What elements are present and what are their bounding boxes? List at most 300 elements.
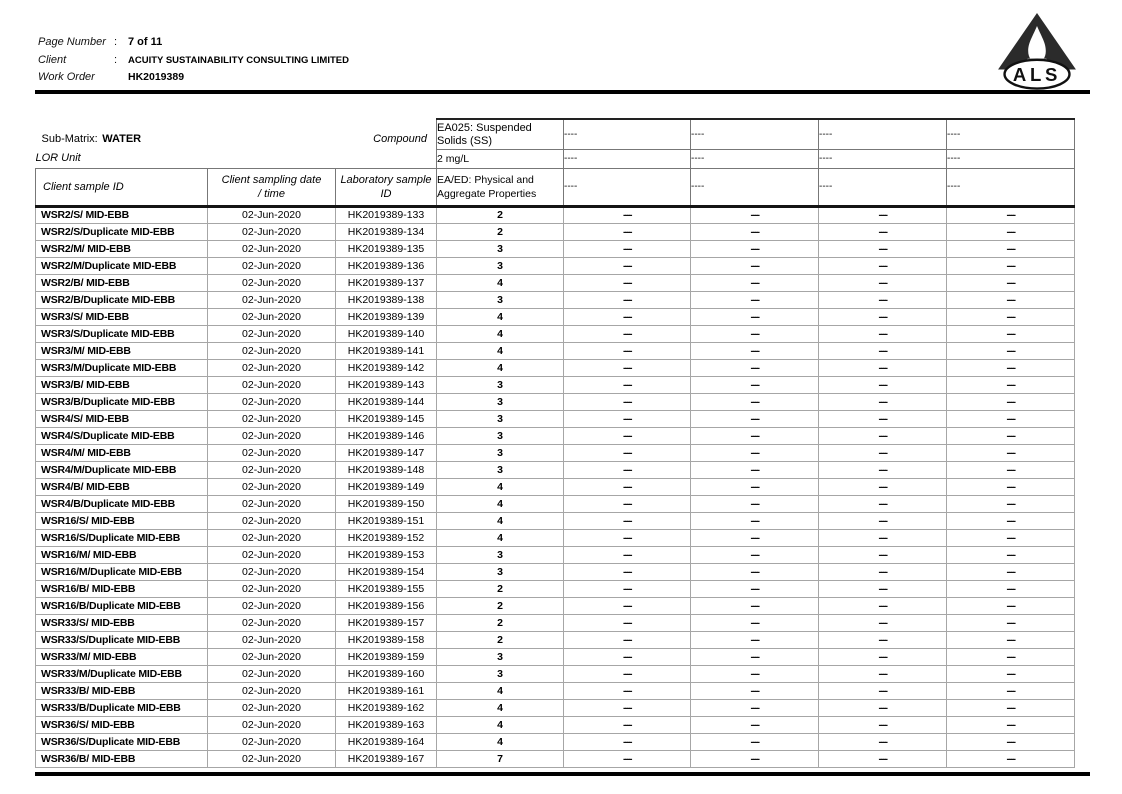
empty-result-cell: ---- bbox=[691, 478, 819, 495]
empty-result-cell: ---- bbox=[947, 274, 1075, 291]
ss-result-cell: 4 bbox=[437, 325, 564, 342]
sampling-date-cell: 02-Jun-2020 bbox=[208, 359, 336, 376]
submatrix-compound-cell bbox=[36, 119, 437, 149]
ss-result-cell: 3 bbox=[437, 291, 564, 308]
empty-result-cell: ---- bbox=[819, 546, 947, 563]
sampling-date-cell: 02-Jun-2020 bbox=[208, 495, 336, 512]
lab-sample-id-cell: HK2019389-163 bbox=[336, 716, 437, 733]
table-row bbox=[36, 308, 1075, 325]
empty-result-cell: ---- bbox=[819, 206, 947, 223]
sampling-date-cell: 02-Jun-2020 bbox=[208, 682, 336, 699]
client-sample-id-cell: WSR16/S/Duplicate MID-EBB bbox=[36, 529, 208, 546]
empty-result-cell: ---- bbox=[947, 257, 1075, 274]
empty-result-cell: ---- bbox=[819, 631, 947, 648]
sampling-date-cell: 02-Jun-2020 bbox=[208, 665, 336, 682]
client-sample-id-cell: WSR33/M/ MID-EBB bbox=[36, 648, 208, 665]
ss-result-cell: 7 bbox=[437, 750, 564, 767]
empty-result-cell: ---- bbox=[819, 597, 947, 614]
empty-result-cell: ---- bbox=[564, 699, 691, 716]
table-row bbox=[36, 546, 1075, 563]
client-sample-id-cell: WSR2/M/Duplicate MID-EBB bbox=[36, 257, 208, 274]
sampling-date-cell: 02-Jun-2020 bbox=[208, 631, 336, 648]
lab-sample-id-cell: HK2019389-148 bbox=[336, 461, 437, 478]
table-row bbox=[36, 563, 1075, 580]
lab-sample-id-cell: HK2019389-137 bbox=[336, 274, 437, 291]
sampling-date-cell: 02-Jun-2020 bbox=[208, 342, 336, 359]
table-row bbox=[36, 512, 1075, 529]
ss-result-cell: 3 bbox=[437, 393, 564, 410]
sampling-date-cell: 02-Jun-2020 bbox=[208, 597, 336, 614]
empty-result-cell: ---- bbox=[819, 699, 947, 716]
empty-result-cell: ---- bbox=[691, 427, 819, 444]
table-row bbox=[36, 206, 1075, 223]
client-value: ACUITY SUSTAINABILITY CONSULTING LIMITED bbox=[128, 54, 349, 66]
ss-result-cell: 2 bbox=[437, 631, 564, 648]
empty-result-cell: ---- bbox=[691, 529, 819, 546]
empty-result-cell: ---- bbox=[564, 716, 691, 733]
client-sample-id-cell: WSR16/M/ MID-EBB bbox=[36, 546, 208, 563]
analyte-header bbox=[437, 119, 564, 149]
client-sample-id-cell: WSR33/B/Duplicate MID-EBB bbox=[36, 699, 208, 716]
lab-sample-id-cell: HK2019389-144 bbox=[336, 393, 437, 410]
sampling-date-cell: 02-Jun-2020 bbox=[208, 648, 336, 665]
lor-unit-row bbox=[36, 149, 1075, 168]
empty-result-cell: ---- bbox=[691, 682, 819, 699]
empty-result-cell: ---- bbox=[947, 427, 1075, 444]
empty-result-cell: ---- bbox=[819, 529, 947, 546]
empty-result-cell: ---- bbox=[564, 597, 691, 614]
empty-result-cell: ---- bbox=[564, 291, 691, 308]
ss-result-cell: 4 bbox=[437, 529, 564, 546]
sample-table-body bbox=[36, 206, 1075, 767]
ss-result-cell: 3 bbox=[437, 665, 564, 682]
analyte-name-line2: Solids (SS) bbox=[437, 135, 493, 148]
sampling-date-cell: 02-Jun-2020 bbox=[208, 240, 336, 257]
client-sample-id-cell: WSR2/M/ MID-EBB bbox=[36, 240, 208, 257]
empty-result-cell: ---- bbox=[691, 223, 819, 240]
empty-result-cell: ---- bbox=[947, 529, 1075, 546]
ss-result-cell: 3 bbox=[437, 427, 564, 444]
method-line2: Aggregate Properties bbox=[437, 187, 537, 200]
empty-result-cell: ---- bbox=[819, 716, 947, 733]
client-sample-id-cell: WSR4/M/Duplicate MID-EBB bbox=[36, 461, 208, 478]
empty-result-cell: ---- bbox=[819, 580, 947, 597]
empty-analyte-header-3: ---- bbox=[819, 119, 947, 149]
empty-result-cell: ---- bbox=[947, 512, 1075, 529]
lab-sample-id-cell: HK2019389-143 bbox=[336, 376, 437, 393]
client-label: Client bbox=[38, 53, 67, 66]
client-sample-id-cell: WSR2/B/Duplicate MID-EBB bbox=[36, 291, 208, 308]
empty-result-cell: ---- bbox=[691, 665, 819, 682]
client-colon: : bbox=[114, 53, 118, 66]
empty-lor-1: ---- bbox=[564, 149, 691, 168]
ss-result-cell: 3 bbox=[437, 257, 564, 274]
submatrix-label: Sub-Matrix: bbox=[41, 133, 98, 145]
ss-result-cell: 2 bbox=[437, 614, 564, 631]
empty-result-cell: ---- bbox=[564, 206, 691, 223]
empty-result-cell: ---- bbox=[819, 478, 947, 495]
work-order-label: Work Order bbox=[38, 71, 95, 83]
table-row bbox=[36, 257, 1075, 274]
als-logo bbox=[986, 10, 1088, 92]
client-sample-id-cell: WSR3/S/Duplicate MID-EBB bbox=[36, 325, 208, 342]
empty-result-cell: ---- bbox=[819, 733, 947, 750]
client-sample-id-cell: WSR2/S/ MID-EBB bbox=[36, 206, 208, 223]
ss-result-cell: 3 bbox=[437, 648, 564, 665]
ss-result-cell: 4 bbox=[437, 699, 564, 716]
client-sample-id-cell: WSR2/S/Duplicate MID-EBB bbox=[36, 223, 208, 240]
lab-sample-id-cell: HK2019389-159 bbox=[336, 648, 437, 665]
sampling-date-cell: 02-Jun-2020 bbox=[208, 393, 336, 410]
table-row bbox=[36, 682, 1075, 699]
empty-result-cell: ---- bbox=[691, 580, 819, 597]
empty-result-cell: ---- bbox=[947, 325, 1075, 342]
results-table-wrap bbox=[35, 118, 1075, 768]
empty-result-cell: ---- bbox=[564, 427, 691, 444]
col-sampling-date bbox=[208, 168, 336, 206]
table-row bbox=[36, 614, 1075, 631]
empty-lor-4: ---- bbox=[947, 149, 1075, 168]
empty-result-cell: ---- bbox=[564, 495, 691, 512]
page-header bbox=[38, 36, 349, 89]
lab-sample-id-cell: HK2019389-139 bbox=[336, 308, 437, 325]
lab-sample-id-cell: HK2019389-158 bbox=[336, 631, 437, 648]
empty-result-cell: ---- bbox=[691, 376, 819, 393]
sampling-date-cell: 02-Jun-2020 bbox=[208, 461, 336, 478]
empty-result-cell: ---- bbox=[564, 648, 691, 665]
empty-result-cell: ---- bbox=[691, 206, 819, 223]
empty-result-cell: ---- bbox=[564, 665, 691, 682]
empty-result-cell: ---- bbox=[947, 665, 1075, 682]
lab-sample-id-cell: HK2019389-154 bbox=[336, 563, 437, 580]
empty-result-cell: ---- bbox=[564, 563, 691, 580]
empty-result-cell: ---- bbox=[947, 410, 1075, 427]
empty-result-cell: ---- bbox=[819, 240, 947, 257]
ss-result-cell: 4 bbox=[437, 308, 564, 325]
sampling-date-cell: 02-Jun-2020 bbox=[208, 529, 336, 546]
ss-result-cell: 4 bbox=[437, 359, 564, 376]
empty-result-cell: ---- bbox=[819, 665, 947, 682]
empty-result-cell: ---- bbox=[819, 427, 947, 444]
empty-result-cell: ---- bbox=[819, 257, 947, 274]
empty-result-cell: ---- bbox=[947, 631, 1075, 648]
empty-result-cell: ---- bbox=[947, 376, 1075, 393]
empty-result-cell: ---- bbox=[691, 308, 819, 325]
table-row bbox=[36, 750, 1075, 767]
footer-rule bbox=[35, 772, 1090, 776]
empty-result-cell: ---- bbox=[691, 291, 819, 308]
table-row bbox=[36, 240, 1075, 257]
lab-sample-id-cell: HK2019389-134 bbox=[336, 223, 437, 240]
empty-result-cell: ---- bbox=[564, 444, 691, 461]
empty-result-cell: ---- bbox=[947, 206, 1075, 223]
lab-sample-id-cell: HK2019389-142 bbox=[336, 359, 437, 376]
empty-result-cell: ---- bbox=[947, 495, 1075, 512]
empty-result-cell: ---- bbox=[947, 546, 1075, 563]
empty-result-cell: ---- bbox=[564, 512, 691, 529]
empty-result-cell: ---- bbox=[691, 546, 819, 563]
compound-header-row bbox=[36, 119, 1075, 149]
sampling-date-cell: 02-Jun-2020 bbox=[208, 410, 336, 427]
table-row bbox=[36, 444, 1075, 461]
empty-result-cell: ---- bbox=[564, 359, 691, 376]
table-row bbox=[36, 359, 1075, 376]
empty-result-cell: ---- bbox=[564, 461, 691, 478]
table-row bbox=[36, 274, 1075, 291]
ss-result-cell: 4 bbox=[437, 716, 564, 733]
sampling-date-cell: 02-Jun-2020 bbox=[208, 699, 336, 716]
client-sample-id-cell: WSR16/B/ MID-EBB bbox=[36, 580, 208, 597]
lab-sample-id-cell: HK2019389-145 bbox=[336, 410, 437, 427]
col-lab-sample-id bbox=[336, 168, 437, 206]
col-lab-sample-line2: ID bbox=[380, 187, 392, 200]
lab-sample-id-cell: HK2019389-162 bbox=[336, 699, 437, 716]
empty-analyte-header-2: ---- bbox=[691, 119, 819, 149]
table-row bbox=[36, 223, 1075, 240]
empty-result-cell: ---- bbox=[691, 461, 819, 478]
empty-result-cell: ---- bbox=[564, 546, 691, 563]
lab-sample-id-cell: HK2019389-138 bbox=[336, 291, 437, 308]
ss-result-cell: 2 bbox=[437, 597, 564, 614]
lab-sample-id-cell: HK2019389-146 bbox=[336, 427, 437, 444]
empty-result-cell: ---- bbox=[691, 716, 819, 733]
table-row bbox=[36, 478, 1075, 495]
ss-result-cell: 3 bbox=[437, 546, 564, 563]
ss-result-cell: 3 bbox=[437, 461, 564, 478]
table-row bbox=[36, 291, 1075, 308]
table-row bbox=[36, 648, 1075, 665]
table-row bbox=[36, 342, 1075, 359]
empty-result-cell: ---- bbox=[947, 682, 1075, 699]
empty-result-cell: ---- bbox=[819, 342, 947, 359]
ss-result-cell: 4 bbox=[437, 274, 564, 291]
empty-result-cell: ---- bbox=[947, 240, 1075, 257]
empty-result-cell: ---- bbox=[819, 648, 947, 665]
empty-result-cell: ---- bbox=[947, 461, 1075, 478]
sampling-date-cell: 02-Jun-2020 bbox=[208, 257, 336, 274]
client-sample-id-cell: WSR3/M/Duplicate MID-EBB bbox=[36, 359, 208, 376]
ss-result-cell: 4 bbox=[437, 733, 564, 750]
empty-result-cell: ---- bbox=[947, 716, 1075, 733]
empty-method-1: ---- bbox=[564, 168, 691, 206]
compound-label: Compound bbox=[373, 133, 427, 145]
ss-result-cell: 3 bbox=[437, 410, 564, 427]
empty-result-cell: ---- bbox=[819, 682, 947, 699]
ss-result-cell: 4 bbox=[437, 478, 564, 495]
header-rule bbox=[35, 90, 1090, 94]
empty-result-cell: ---- bbox=[691, 393, 819, 410]
ss-result-cell: 4 bbox=[437, 682, 564, 699]
empty-result-cell: ---- bbox=[691, 342, 819, 359]
empty-result-cell: ---- bbox=[947, 699, 1075, 716]
lab-sample-id-cell: HK2019389-133 bbox=[336, 206, 437, 223]
client-sample-id-cell: WSR3/B/Duplicate MID-EBB bbox=[36, 393, 208, 410]
page-number-value: 7 of 11 bbox=[128, 36, 163, 48]
sampling-date-cell: 02-Jun-2020 bbox=[208, 512, 336, 529]
page-number-row bbox=[38, 36, 349, 54]
ss-result-cell: 4 bbox=[437, 512, 564, 529]
client-sample-id-cell: WSR16/S/ MID-EBB bbox=[36, 512, 208, 529]
empty-result-cell: ---- bbox=[691, 410, 819, 427]
col-client-sample-id: Client sample ID bbox=[36, 168, 208, 206]
table-row bbox=[36, 529, 1075, 546]
empty-result-cell: ---- bbox=[691, 699, 819, 716]
table-row bbox=[36, 427, 1075, 444]
svg-text:ALS: ALS bbox=[1012, 64, 1062, 86]
lor-unit-label: LOR Unit bbox=[35, 152, 81, 165]
empty-result-cell: ---- bbox=[564, 733, 691, 750]
empty-result-cell: ---- bbox=[564, 478, 691, 495]
lab-sample-id-cell: HK2019389-156 bbox=[336, 597, 437, 614]
client-sample-id-cell: WSR33/B/ MID-EBB bbox=[36, 682, 208, 699]
sampling-date-cell: 02-Jun-2020 bbox=[208, 206, 336, 223]
empty-result-cell: ---- bbox=[947, 223, 1075, 240]
submatrix-text bbox=[42, 129, 142, 147]
table-row bbox=[36, 393, 1075, 410]
client-sample-id-cell: WSR36/B/ MID-EBB bbox=[36, 750, 208, 767]
empty-result-cell: ---- bbox=[819, 359, 947, 376]
empty-result-cell: ---- bbox=[819, 512, 947, 529]
method-line1: EA/ED: Physical and bbox=[437, 173, 534, 186]
empty-result-cell: ---- bbox=[564, 240, 691, 257]
results-table bbox=[35, 118, 1075, 768]
empty-result-cell: ---- bbox=[564, 631, 691, 648]
empty-lor-2: ---- bbox=[691, 149, 819, 168]
empty-result-cell: ---- bbox=[947, 563, 1075, 580]
work-order-row bbox=[38, 71, 349, 89]
lab-sample-id-cell: HK2019389-140 bbox=[336, 325, 437, 342]
empty-result-cell: ---- bbox=[691, 563, 819, 580]
sampling-date-cell: 02-Jun-2020 bbox=[208, 325, 336, 342]
empty-result-cell: ---- bbox=[691, 648, 819, 665]
client-sample-id-cell: WSR4/S/ MID-EBB bbox=[36, 410, 208, 427]
col-lab-sample-line1: Laboratory sample bbox=[340, 173, 432, 186]
lab-sample-id-cell: HK2019389-164 bbox=[336, 733, 437, 750]
sampling-date-cell: 02-Jun-2020 bbox=[208, 308, 336, 325]
empty-result-cell: ---- bbox=[691, 750, 819, 767]
sampling-date-cell: 02-Jun-2020 bbox=[208, 563, 336, 580]
empty-result-cell: ---- bbox=[819, 393, 947, 410]
empty-result-cell: ---- bbox=[947, 597, 1075, 614]
empty-analyte-header-1: ---- bbox=[564, 119, 691, 149]
empty-result-cell: ---- bbox=[947, 291, 1075, 308]
empty-result-cell: ---- bbox=[564, 614, 691, 631]
ss-result-cell: 2 bbox=[437, 580, 564, 597]
sampling-date-cell: 02-Jun-2020 bbox=[208, 444, 336, 461]
ss-result-cell: 4 bbox=[437, 495, 564, 512]
empty-result-cell: ---- bbox=[947, 342, 1075, 359]
empty-result-cell: ---- bbox=[691, 359, 819, 376]
empty-result-cell: ---- bbox=[691, 495, 819, 512]
empty-result-cell: ---- bbox=[819, 291, 947, 308]
table-row bbox=[36, 495, 1075, 512]
client-sample-id-cell: WSR4/S/Duplicate MID-EBB bbox=[36, 427, 208, 444]
empty-result-cell: ---- bbox=[564, 529, 691, 546]
empty-result-cell: ---- bbox=[691, 512, 819, 529]
sampling-date-cell: 02-Jun-2020 bbox=[208, 750, 336, 767]
lab-sample-id-cell: HK2019389-150 bbox=[336, 495, 437, 512]
client-sample-id-cell: WSR4/B/Duplicate MID-EBB bbox=[36, 495, 208, 512]
submatrix-value: WATER bbox=[102, 133, 142, 145]
empty-result-cell: ---- bbox=[819, 750, 947, 767]
table-row bbox=[36, 699, 1075, 716]
empty-result-cell: ---- bbox=[947, 648, 1075, 665]
ss-result-cell: 2 bbox=[437, 223, 564, 240]
empty-result-cell: ---- bbox=[691, 444, 819, 461]
empty-result-cell: ---- bbox=[691, 631, 819, 648]
empty-result-cell: ---- bbox=[691, 733, 819, 750]
table-row bbox=[36, 665, 1075, 682]
client-sample-id-cell: WSR3/B/ MID-EBB bbox=[36, 376, 208, 393]
empty-analyte-header-4: ---- bbox=[947, 119, 1075, 149]
sampling-date-cell: 02-Jun-2020 bbox=[208, 427, 336, 444]
client-sample-id-cell: WSR2/B/ MID-EBB bbox=[36, 274, 208, 291]
client-sample-id-cell: WSR16/M/Duplicate MID-EBB bbox=[36, 563, 208, 580]
sampling-date-cell: 02-Jun-2020 bbox=[208, 580, 336, 597]
empty-result-cell: ---- bbox=[564, 223, 691, 240]
empty-result-cell: ---- bbox=[947, 733, 1075, 750]
lab-sample-id-cell: HK2019389-141 bbox=[336, 342, 437, 359]
empty-result-cell: ---- bbox=[947, 614, 1075, 631]
empty-result-cell: ---- bbox=[691, 274, 819, 291]
lab-sample-id-cell: HK2019389-151 bbox=[336, 512, 437, 529]
empty-result-cell: ---- bbox=[819, 444, 947, 461]
client-sample-id-cell: WSR33/M/Duplicate MID-EBB bbox=[36, 665, 208, 682]
lab-sample-id-cell: HK2019389-149 bbox=[336, 478, 437, 495]
empty-result-cell: ---- bbox=[819, 223, 947, 240]
empty-result-cell: ---- bbox=[564, 410, 691, 427]
table-row bbox=[36, 716, 1075, 733]
client-sample-id-cell: WSR4/B/ MID-EBB bbox=[36, 478, 208, 495]
lab-sample-id-cell: HK2019389-152 bbox=[336, 529, 437, 546]
table-row bbox=[36, 733, 1075, 750]
empty-result-cell: ---- bbox=[819, 325, 947, 342]
empty-result-cell: ---- bbox=[564, 393, 691, 410]
lab-sample-id-cell: HK2019389-155 bbox=[336, 580, 437, 597]
lab-sample-id-cell: HK2019389-157 bbox=[336, 614, 437, 631]
table-row bbox=[36, 580, 1075, 597]
column-header-row bbox=[36, 168, 1075, 206]
empty-result-cell: ---- bbox=[947, 359, 1075, 376]
page-number-label: Page Number bbox=[38, 36, 106, 48]
empty-result-cell: ---- bbox=[564, 325, 691, 342]
lab-sample-id-cell: HK2019389-136 bbox=[336, 257, 437, 274]
client-sample-id-cell: WSR33/S/Duplicate MID-EBB bbox=[36, 631, 208, 648]
lab-sample-id-cell: HK2019389-160 bbox=[336, 665, 437, 682]
empty-result-cell: ---- bbox=[691, 597, 819, 614]
empty-result-cell: ---- bbox=[947, 444, 1075, 461]
table-row bbox=[36, 461, 1075, 478]
work-order-value: HK2019389 bbox=[128, 71, 185, 83]
ss-result-cell: 3 bbox=[437, 240, 564, 257]
ss-result-cell: 3 bbox=[437, 563, 564, 580]
ss-result-cell: 3 bbox=[437, 444, 564, 461]
empty-result-cell: ---- bbox=[564, 308, 691, 325]
empty-result-cell: ---- bbox=[691, 257, 819, 274]
client-sample-id-cell: WSR36/S/ MID-EBB bbox=[36, 716, 208, 733]
empty-result-cell: ---- bbox=[691, 325, 819, 342]
empty-result-cell: ---- bbox=[564, 274, 691, 291]
col-sampling-date-line1: Client sampling date bbox=[221, 173, 322, 186]
lab-sample-id-cell: HK2019389-153 bbox=[336, 546, 437, 563]
lor-value: 2 mg/L bbox=[437, 149, 564, 168]
ss-result-cell: 3 bbox=[437, 376, 564, 393]
sampling-date-cell: 02-Jun-2020 bbox=[208, 546, 336, 563]
empty-result-cell: ---- bbox=[819, 495, 947, 512]
col-sampling-date-line2: / time bbox=[258, 187, 285, 200]
empty-result-cell: ---- bbox=[691, 614, 819, 631]
method-header bbox=[437, 168, 564, 206]
